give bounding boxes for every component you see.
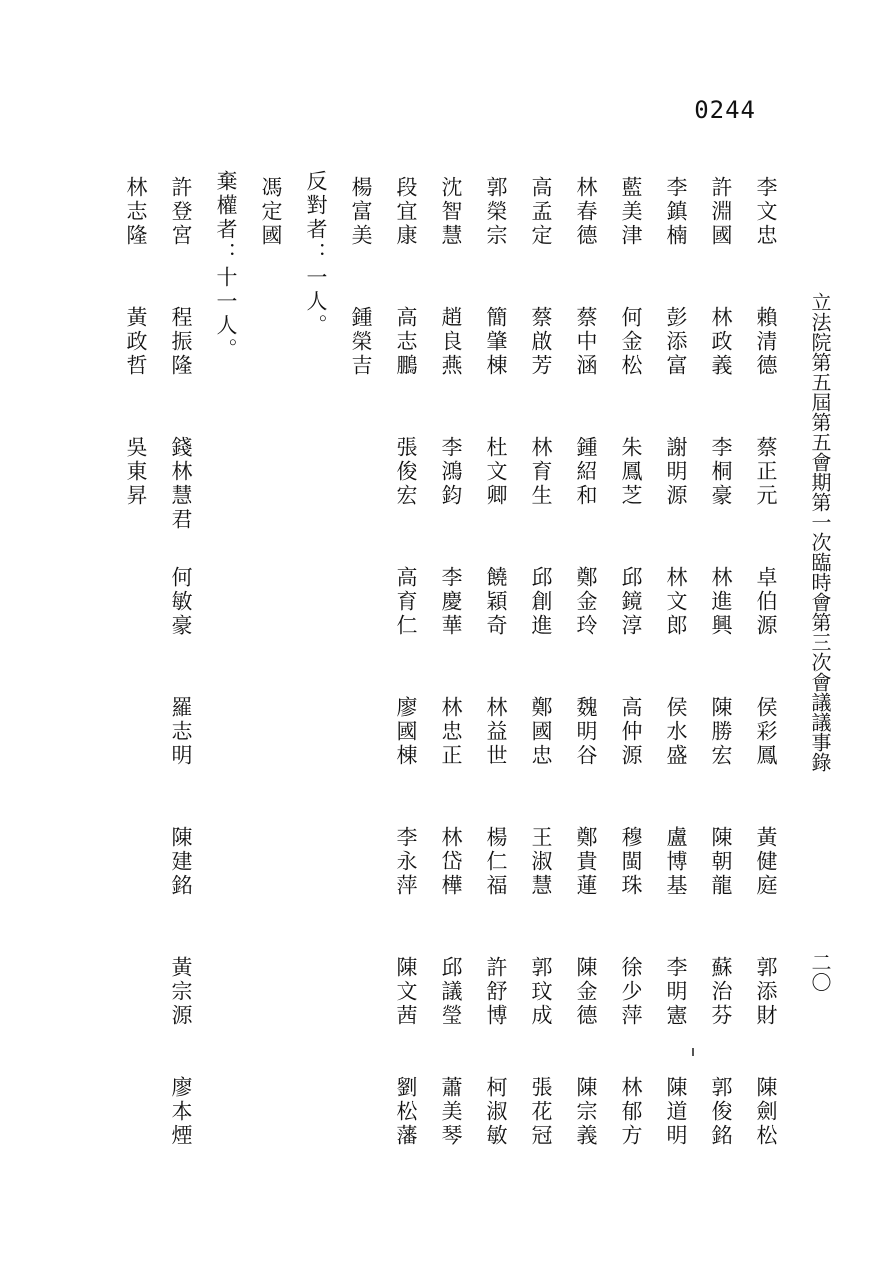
name-cell: 侯水盛 (664, 696, 688, 768)
name-cell: 錢林慧君 (169, 436, 193, 532)
name-cell: 陳朝龍 (709, 826, 733, 898)
name-cell: 蘇治芬 (709, 956, 733, 1028)
name-cell: 沈智慧 (439, 176, 463, 248)
name-cell: 邱創進 (529, 566, 553, 638)
name-cell: 陳文茜 (394, 956, 418, 1028)
name-cell: 何敏豪 (169, 566, 193, 638)
name-cell: 邱議瑩 (439, 956, 463, 1028)
name-column-6 (521, 170, 561, 1170)
name-cell: 李鴻鈞 (439, 436, 463, 508)
page-number: 0244 (694, 96, 756, 124)
name-cell: 郭玟成 (529, 956, 553, 1028)
abstain-column-2 (116, 170, 156, 1170)
name-cell: 吳東昇 (124, 436, 148, 508)
name-cell: 黃政哲 (124, 306, 148, 378)
name-cell: 張花冠 (529, 1076, 553, 1148)
name-cell: 林郁方 (619, 1076, 643, 1148)
name-cell: 魏明谷 (574, 696, 598, 768)
name-cell: 徐少萍 (619, 956, 643, 1028)
name-cell: 高孟定 (529, 176, 553, 248)
name-column-2 (701, 170, 741, 1170)
name-cell: 楊仁福 (484, 826, 508, 898)
name-cell: 程振隆 (169, 306, 193, 378)
abstain-label: 棄權者：十一人。 (214, 170, 238, 362)
name-cell: 鄭金玲 (574, 566, 598, 638)
name-column-8 (431, 170, 471, 1170)
name-cell: 藍美津 (619, 176, 643, 248)
abstain-heading (206, 170, 246, 1170)
name-cell: 林春德 (574, 176, 598, 248)
name-cell: 李永萍 (394, 826, 418, 898)
name-cell: 林文郎 (664, 566, 688, 638)
name-column-4 (611, 170, 651, 1170)
name-cell: 蔡啟芳 (529, 306, 553, 378)
name-cell: 卓伯源 (754, 566, 778, 638)
name-cell: 郭俊銘 (709, 1076, 733, 1148)
name-cell: 柯淑敏 (484, 1076, 508, 1148)
name-cell: 林育生 (529, 436, 553, 508)
name-cell: 穆閩珠 (619, 826, 643, 898)
name-cell: 張俊宏 (394, 436, 418, 508)
name-cell: 陳勝宏 (709, 696, 733, 768)
name-cell: 蔡中涵 (574, 306, 598, 378)
name-cell: 高仲源 (619, 696, 643, 768)
name-cell: 李慶華 (439, 566, 463, 638)
name-cell: 邱鏡淳 (619, 566, 643, 638)
name-cell: 鍾榮吉 (349, 306, 373, 378)
name-cell: 蔡正元 (754, 436, 778, 508)
name-cell: 侯彩鳳 (754, 696, 778, 768)
name-cell: 許舒博 (484, 956, 508, 1028)
name-cell: 鍾紹和 (574, 436, 598, 508)
name-cell: 廖本煙 (169, 1076, 193, 1148)
name-column-5 (566, 170, 606, 1170)
name-cell: 郭榮宗 (484, 176, 508, 248)
name-cell: 陳劍松 (754, 1076, 778, 1148)
name-cell: 林政義 (709, 306, 733, 378)
name-column-10 (341, 170, 381, 1170)
name-cell: 王淑慧 (529, 826, 553, 898)
abstain-column-1 (161, 170, 201, 1170)
name-cell: 簡肇棟 (484, 306, 508, 378)
name-cell: 楊富美 (349, 176, 373, 248)
name-column-9 (386, 170, 426, 1170)
name-cell: 林岱樺 (439, 826, 463, 898)
name-cell: 李鎮楠 (664, 176, 688, 248)
folio: 二〇 (808, 952, 832, 992)
opposed-heading (296, 170, 336, 1170)
name-cell: 馮定國 (259, 176, 283, 248)
name-cell: 陳建銘 (169, 826, 193, 898)
name-cell: 陳道明 (664, 1076, 688, 1148)
name-cell: 郭添財 (754, 956, 778, 1028)
name-cell: 饒穎奇 (484, 566, 508, 638)
name-cell: 高志鵬 (394, 306, 418, 378)
name-cell: 盧博基 (664, 826, 688, 898)
name-cell: 林志隆 (124, 176, 148, 248)
name-cell: 鄭國忠 (529, 696, 553, 768)
name-cell: 何金松 (619, 306, 643, 378)
name-cell: 李明憲 (664, 956, 688, 1028)
name-cell: 羅志明 (169, 696, 193, 768)
name-cell: 許登宮 (169, 176, 193, 248)
name-cell: 朱鳳芝 (619, 436, 643, 508)
opposed-names (251, 170, 291, 1170)
name-cell: 黃宗源 (169, 956, 193, 1028)
name-cell: 李桐豪 (709, 436, 733, 508)
name-cell: 趙良燕 (439, 306, 463, 378)
running-head: 立法院第五屆第五會期第一次臨時會第三次會議議事錄 (808, 292, 832, 772)
name-cell: 陳宗義 (574, 1076, 598, 1148)
name-cell: 陳金德 (574, 956, 598, 1028)
name-cell: 李文忠 (754, 176, 778, 248)
name-column-7 (476, 170, 516, 1170)
name-column-1 (746, 170, 786, 1170)
name-cell: 林忠正 (439, 696, 463, 768)
opposed-label: 反對者：一人。 (304, 170, 328, 338)
name-cell: 彭添富 (664, 306, 688, 378)
name-cell: 杜文卿 (484, 436, 508, 508)
name-cell: 鄭貴蓮 (574, 826, 598, 898)
name-cell: 廖國棟 (394, 696, 418, 768)
name-cell: 許淵國 (709, 176, 733, 248)
name-column-3 (656, 170, 696, 1170)
name-cell: 劉松藩 (394, 1076, 418, 1148)
name-cell: 林益世 (484, 696, 508, 768)
name-cell: 高育仁 (394, 566, 418, 638)
name-cell: 段宜康 (394, 176, 418, 248)
name-cell: 黃健庭 (754, 826, 778, 898)
name-cell: 林進興 (709, 566, 733, 638)
name-cell: 謝明源 (664, 436, 688, 508)
name-cell: 蕭美琴 (439, 1076, 463, 1148)
name-cell: 賴清德 (754, 306, 778, 378)
